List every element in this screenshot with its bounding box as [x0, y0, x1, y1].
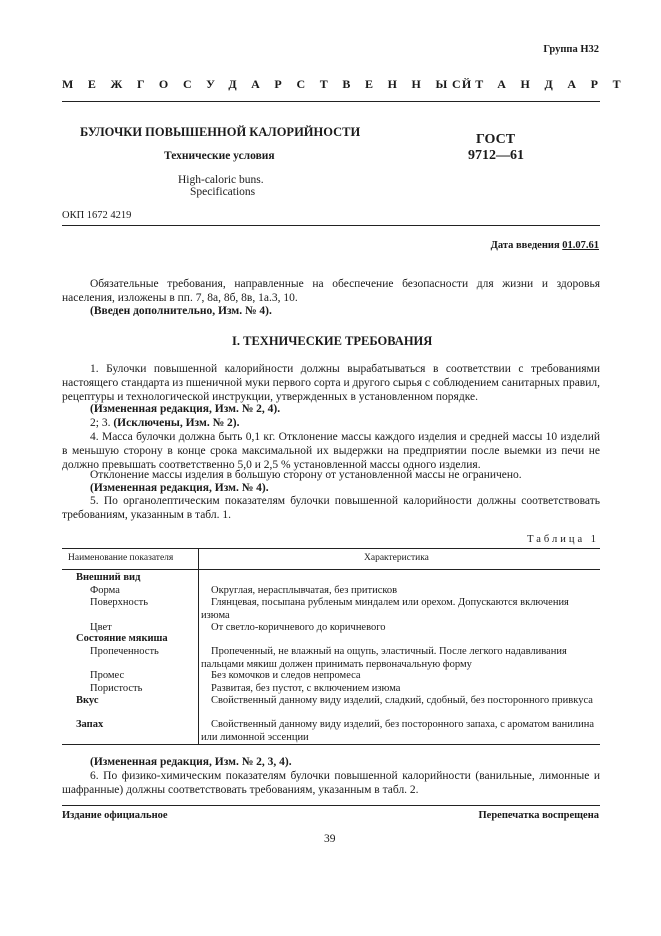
table-row-value: Свойственный данному виду изделий, сладкий, сдобный, без посторонного привкуса [211, 695, 593, 706]
intro-date [491, 240, 599, 251]
footer-left: Издание официальное [62, 810, 168, 821]
table-row-value: Свойственный данному виду изделий, без посторонного запаха, с ароматом ванилина или лимонной эссенции [201, 719, 594, 743]
section-heading: I. ТЕХНИЧЕСКИЕ ТРЕБОВАНИЯ [232, 334, 433, 348]
table-header-value: Характеристика [364, 553, 429, 563]
paragraph-5: 5. По органолептическим показателям булочки повышенной калорийности должны соответствовать требованиям, указанным в табл. 1. [62, 495, 600, 522]
table-row-name: Цвет [90, 622, 112, 633]
paragraph-1: 1. Булочки повышенной калорийности должны вырабатываться в соответствии с требованиями настоящего стандарта из пшеничной муки первого сорта и другого сырья с соблюдением санитарных правил, рецептуры и технологической инструкции, утвержденных в установленном порядке. [62, 363, 600, 404]
english-title-line1: High-caloric buns. [178, 174, 264, 186]
table-note: (Измененная редакция, Изм. № 2, 3, 4). [90, 756, 292, 768]
table-row-name: Пористость [90, 683, 143, 694]
gost-number: 9712—61 [468, 148, 524, 163]
gost-label: ГОСТ [476, 132, 516, 147]
table-body-divider [198, 569, 199, 744]
table-row-value: Без комочков и следов непромеса [211, 670, 361, 681]
table-header-rule [62, 569, 600, 570]
standard-type-right: СТАНДАРТ [452, 77, 636, 91]
table-row-name: Форма [90, 585, 120, 596]
table-row-name: Пропеченность [90, 646, 159, 657]
preamble-note: (Введен дополнительно, Изм. № 4). [90, 305, 272, 317]
table-row-value: Округлая, нерасплывчатая, без притисков [211, 585, 398, 596]
paragraph-4: 4. Масса булочки должна быть 0,1 кг. Отклонение массы каждого изделия и средней массы 10 изделий в меньшую сторону в конце срока максимальной их выдержки на предприятии после выемки из печи не должно превышать соответственно 5,0 и 2,5 % установленной массы одного изделия. [62, 431, 600, 472]
table-row-name: Вкус [76, 695, 99, 706]
table-caption: Таблица 1 [527, 534, 599, 545]
table-header-divider [198, 548, 199, 569]
table-row-name: Запах [76, 719, 104, 730]
table-bottom-rule [62, 744, 600, 745]
document-subtitle: Технические условия [164, 150, 275, 162]
intro-date-value: 01.07.61 [562, 240, 599, 251]
footer-rule [62, 805, 600, 806]
paragraph-6: 6. По физико-химическим показателям булочки повышенной калорийности (ванильные, лимонные и шафранные) должны соответствовать требованиям, указанным в табл. 2. [62, 770, 600, 797]
preamble-text: Обязательные требования, направленные на обеспечение безопасности для жизни и здоровья населения, изложены в пп. 7, 8а, 8б, 8в, 1а.3, 10. [62, 278, 600, 305]
okp-code: ОКП 1672 4219 [62, 210, 132, 221]
paragraph-2-3 [90, 417, 239, 429]
table-top-rule [62, 548, 600, 549]
table-header-name: Наименование показателя [68, 553, 174, 563]
paragraph-4-note: (Измененная редакция, Изм. № 4). [90, 482, 269, 494]
table-row-value: Пропеченный, не влажный на ощупь, эластичный. После легкого надавливания пальцами мякиш должен принимать первоначальную форму [201, 646, 567, 670]
page-number: 39 [324, 833, 336, 845]
table-row-name: Поверхность [90, 597, 149, 608]
group-code: Группа Н32 [543, 44, 599, 55]
document-title: БУЛОЧКИ ПОВЫШЕННОЙ КАЛОРИЙНОСТИ [80, 125, 361, 139]
paragraph-2-note: (Исключены, Изм. № 2). [113, 417, 240, 429]
table-row-value: Развитая, без пустот, с включением изюма [211, 683, 401, 694]
paragraph-4b: Отклонение массы изделия в большую сторону от установленной массы не ограничено. [90, 469, 522, 481]
table-row-name: Внешний вид [76, 572, 141, 583]
english-title-line2: Specifications [190, 186, 256, 198]
table-row-name: Промес [90, 670, 125, 681]
intro-date-label: Дата введения [490, 240, 560, 251]
table-row-value: От светло-коричневого до коричневого [211, 622, 386, 633]
table-row-name: Состояние мякиша [76, 633, 168, 644]
standard-type-left: МЕЖГОСУДАРСТВЕННЫЙ [62, 77, 486, 91]
footer-right: Перепечатка воспрещена [478, 810, 599, 821]
paragraph-1-note: (Измененная редакция, Изм. № 2, 4). [90, 403, 281, 415]
header-rule [62, 101, 600, 102]
paragraph-2-prefix: 2; 3. [90, 417, 111, 429]
title-rule [62, 225, 600, 226]
table-row-value: Глянцевая, посыпана рубленым миндалем или орехом. Допускаются включения изюма [201, 597, 569, 621]
